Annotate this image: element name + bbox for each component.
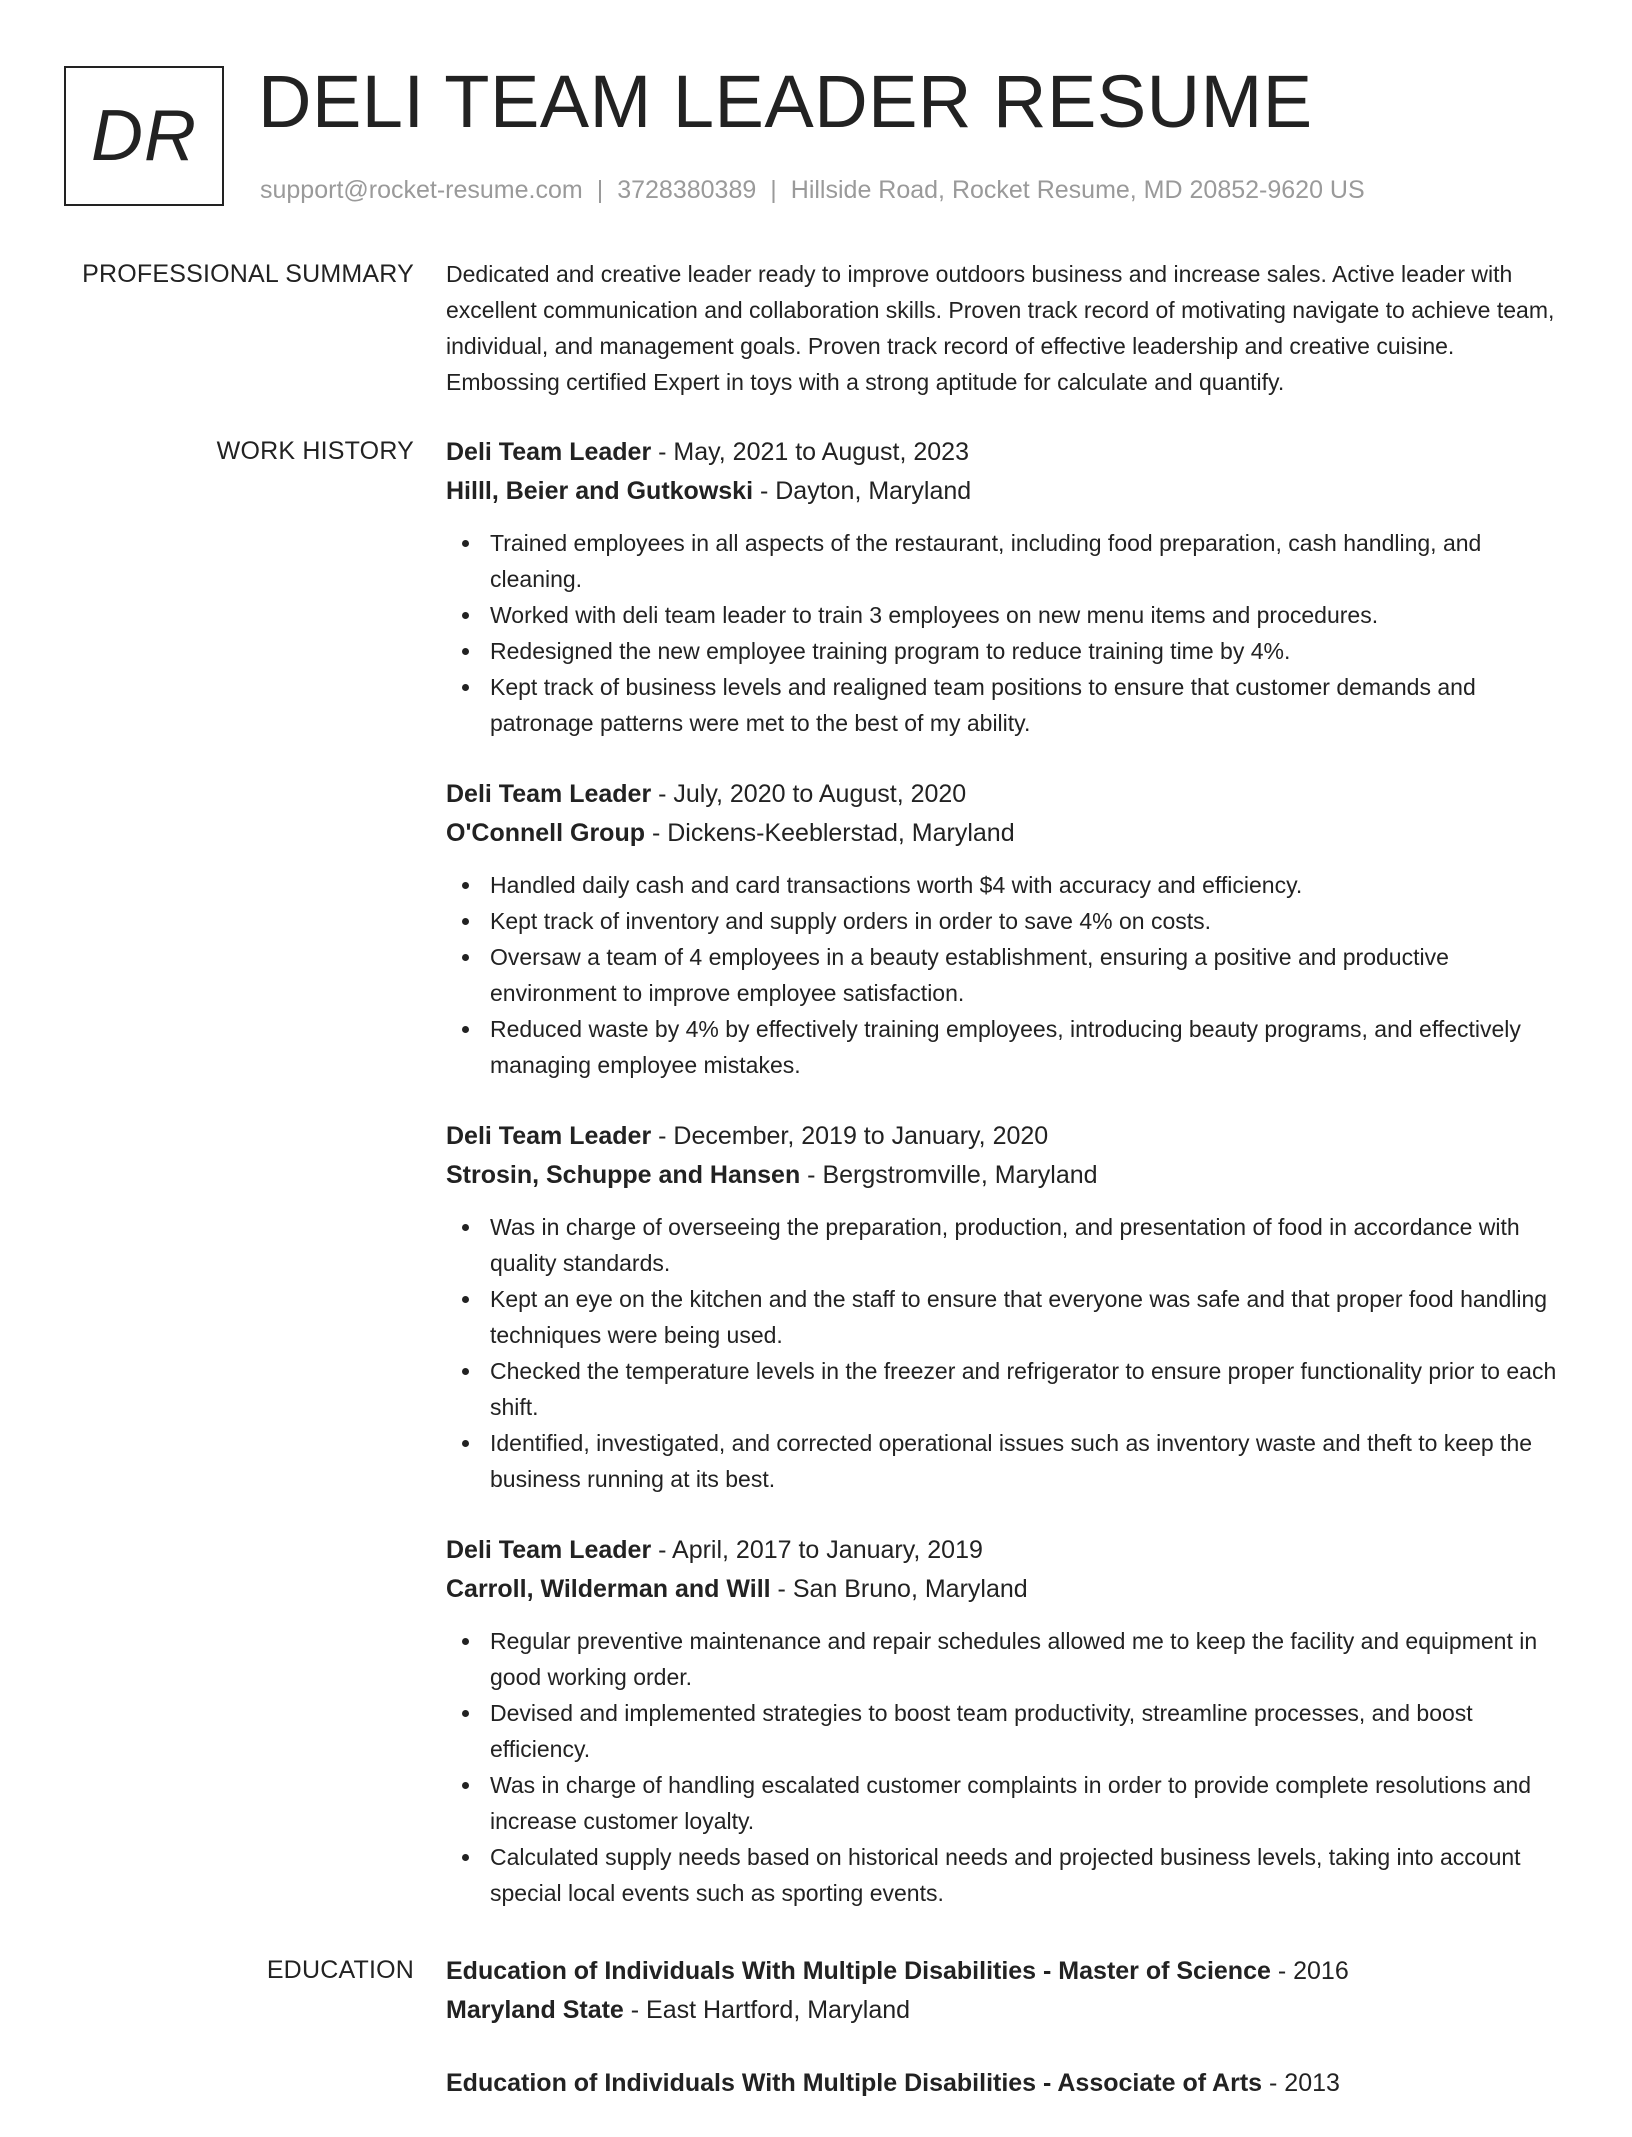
education-body: [446, 1952, 1566, 2137]
job-bullet: Kept track of business levels and realigned team positions to ensure that customer demands and patronage patterns were met to the best of my ability.: [490, 669, 1566, 741]
job-title: Deli Team Leader: [446, 1122, 652, 1150]
job-title-line: [446, 1531, 1566, 1570]
job-bullet: Checked the temperature levels in the freezer and refrigerator to ensure proper functionality prior to each shift.: [490, 1353, 1566, 1425]
job-title: Deli Team Leader: [446, 438, 652, 466]
job-bullet: Redesigned the new employee training program to reduce training time by 4%.: [490, 633, 1566, 669]
job-bullet: Kept track of inventory and supply orders in order to save 4% on costs.: [490, 903, 1566, 939]
contact-address: Hillside Road, Rocket Resume, MD 20852-9620 US: [790, 176, 1365, 204]
work-history-body: [446, 433, 1566, 1945]
job-bullet: Handled daily cash and card transactions worth $4 with accuracy and efficiency.: [490, 867, 1566, 903]
education-degree: Education of Individuals With Multiple Disabilities - Associate of Arts: [446, 2069, 1263, 2097]
education-heading: EDUCATION: [266, 1956, 414, 1984]
job-title-line: [446, 433, 1566, 472]
job-bullet: Identified, investigated, and corrected operational issues such as inventory waste and theft to keep the business running at its best.: [490, 1425, 1566, 1497]
job-dates: - December, 2019 to January, 2020: [651, 1122, 1049, 1150]
education-school: Maryland State: [446, 1996, 624, 2024]
education-degree-line: [446, 1952, 1566, 1991]
education-location: - East Hartford, Maryland: [623, 1996, 911, 2024]
contact-phone: 3728380389: [617, 176, 757, 204]
education-year: - 2013: [1262, 2069, 1340, 2097]
job-bullet: Calculated supply needs based on historical needs and projected business levels, taking into account special local events such as sporting events.: [490, 1839, 1566, 1911]
job-company-line: [446, 1156, 1566, 1195]
job-entry: [446, 1117, 1566, 1497]
job-dates: - May, 2021 to August, 2023: [651, 438, 969, 466]
job-bullet: Was in charge of handling escalated customer complaints in order to provide complete resolutions and increase customer loyalty.: [490, 1767, 1566, 1839]
job-entry: [446, 433, 1566, 741]
education-school-line: [446, 1991, 1566, 2030]
job-dates: - July, 2020 to August, 2020: [651, 780, 967, 808]
education-entry: [446, 2064, 1566, 2103]
job-company: Strosin, Schuppe and Hansen: [446, 1161, 801, 1189]
job-bullet: Oversaw a team of 4 employees in a beauty establishment, ensuring a positive and productive environment to improve employee satisfaction.: [490, 939, 1566, 1011]
job-location: - Dickens-Keeblerstad, Maryland: [645, 819, 1015, 847]
job-bullet-list: [446, 1623, 1566, 1911]
education-entry: [446, 1952, 1566, 2030]
job-bullet-list: [446, 867, 1566, 1083]
summary-heading: PROFESSIONAL SUMMARY: [82, 260, 414, 288]
contact-line: [260, 174, 1365, 206]
job-bullet: Devised and implemented strategies to boost team productivity, streamline processes, and boost efficiency.: [490, 1695, 1566, 1767]
job-bullet: Regular preventive maintenance and repair schedules allowed me to keep the facility and equipment in good working order.: [490, 1623, 1566, 1695]
job-company-line: [446, 472, 1566, 511]
job-entry: [446, 1531, 1566, 1911]
job-title-line: [446, 775, 1566, 814]
job-bullet: Was in charge of overseeing the preparation, production, and presentation of food in accordance with quality standards.: [490, 1209, 1566, 1281]
job-title-line: [446, 1117, 1566, 1156]
summary-body: [446, 256, 1566, 400]
work-history-heading: WORK HISTORY: [216, 437, 414, 465]
job-company: Carroll, Wilderman and Will: [446, 1575, 771, 1603]
job-company: O'Connell Group: [446, 819, 645, 847]
education-degree-line: [446, 2064, 1566, 2103]
summary-text: Dedicated and creative leader ready to improve outdoors business and increase sales. Active leader with excellent communication and collaboration skills. Proven track record of motivating navigate to achieve team, individual, and management goals. Proven track record of effective leadership and creative cuisine. Embossing certified Expert in toys with a strong aptitude for calculate and quantify.: [446, 261, 1555, 395]
resume-title: DELI TEAM LEADER RESUME: [258, 60, 1313, 143]
monogram-badge: DR: [64, 66, 224, 206]
job-location: - Dayton, Maryland: [753, 477, 972, 505]
contact-email: support@rocket-resume.com: [260, 176, 583, 204]
contact-separator: |: [770, 176, 777, 204]
job-bullet: Reduced waste by 4% by effectively training employees, introducing beauty programs, and effectively managing employee mistakes.: [490, 1011, 1566, 1083]
job-title: Deli Team Leader: [446, 1536, 652, 1564]
job-bullet-list: [446, 525, 1566, 741]
job-bullet: Trained employees in all aspects of the restaurant, including food preparation, cash handling, and cleaning.: [490, 525, 1566, 597]
job-dates: - April, 2017 to January, 2019: [651, 1536, 983, 1564]
job-bullet: Worked with deli team leader to train 3 employees on new menu items and procedures.: [490, 597, 1566, 633]
job-company: Hilll, Beier and Gutkowski: [446, 477, 754, 505]
job-location: - San Bruno, Maryland: [770, 1575, 1028, 1603]
job-bullet: Kept an eye on the kitchen and the staff to ensure that everyone was safe and that proper food handling techniques were being used.: [490, 1281, 1566, 1353]
job-company-line: [446, 814, 1566, 853]
job-company-line: [446, 1570, 1566, 1609]
job-location: - Bergstromville, Maryland: [800, 1161, 1098, 1189]
job-bullet-list: [446, 1209, 1566, 1497]
education-year: - 2016: [1270, 1957, 1349, 1985]
job-title: Deli Team Leader: [446, 780, 652, 808]
job-entry: [446, 775, 1566, 1083]
education-degree: Education of Individuals With Multiple Disabilities - Master of Science: [446, 1957, 1271, 1985]
contact-separator: |: [596, 176, 604, 204]
